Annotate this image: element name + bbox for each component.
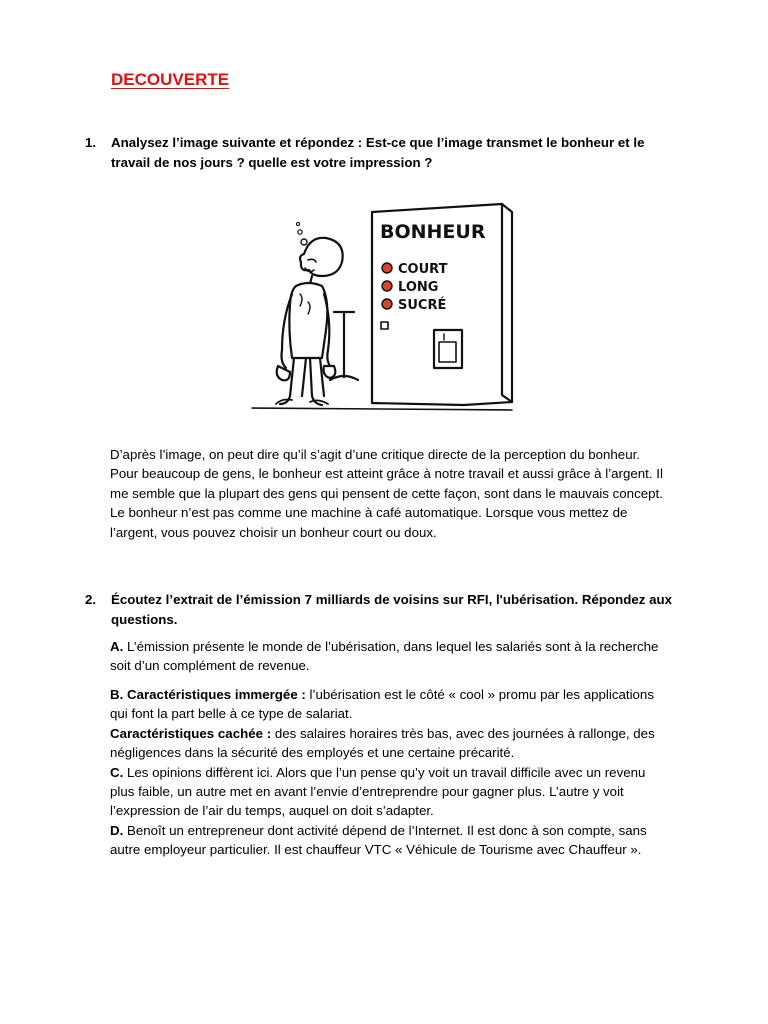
answer-c-label: C.: [110, 764, 124, 780]
answer-bcd-block: [110, 685, 670, 860]
question-1: [85, 133, 675, 173]
button-court-icon: [382, 263, 392, 273]
vending-machine: [372, 204, 512, 405]
option-court: COURT: [398, 262, 448, 277]
question-1-number: 1.: [85, 135, 97, 150]
answer-b2-label: Caractéristiques cachée :: [110, 725, 272, 741]
question-2-number: 2.: [85, 592, 97, 607]
machine-title: BONHEUR: [380, 221, 486, 243]
answer-b2-text: des salaires horaires très bas, avec des journées à rallonge, des négligences dans la sécurité des employés et une certaine précarité.: [110, 725, 655, 761]
man-figure: [276, 222, 343, 405]
section-heading: DECOUVERTE: [111, 70, 230, 89]
answer-d-text: Benoît un entrepreneur dont activité dépend de l’Internet. Il est donc à son compte, sans autre employeur particulier. Il est chauffeur VTC « Véhicule de Tourisme avec Chauffeur ».: [110, 822, 647, 858]
button-long-icon: [382, 281, 392, 291]
option-long: LONG: [398, 280, 439, 295]
answer-a-paragraph: [110, 637, 670, 676]
question-2: [85, 590, 675, 630]
answer-c-text: Les opinions diffèrent ici. Alors que l’un pense qu’y voit un travail difficile avec un revenu plus faible, un autre met en avant l’envie d’entreprendre pour gagner plus. L’autre y voit l’expression de l’air du temps, auquel on doit s’adapter.: [110, 764, 646, 819]
answer-a-label: A.: [110, 639, 124, 654]
option-sucre: SUCRÉ: [398, 298, 447, 313]
answer-1-paragraph: D’après l’image, on peut dire qu’il s’agit d’une critique directe de la perception du bonheur. Pour beaucoup de gens, le bonheur est atteint grâce à notre travail et aussi grâce à l’argent. Il me semble que la plupart des gens qui pensent de cette façon, sont dans le mauvais concept. Le bonheur n’est pas comme une machine à café automatique. Lorsque vous mettez de l’argent, vous pouvez choisir un bonheur court ou doux.: [110, 447, 663, 540]
question-2-text: Écoutez l’extrait de l’émission 7 milliards de voisins sur RFI, l'ubérisation. Répondez aux questions.: [111, 592, 673, 627]
answer-b-text: l’ubérisation est le côté « cool » promu par les applications qui font la part belle à ce type de salariat.: [110, 687, 654, 722]
answer-d-label: D.: [110, 822, 124, 838]
answer-a-text: L’émission présente le monde de l’ubérisation, dans lequel les salariés sont à la recherche soit d’un complément de revenue.: [110, 639, 659, 674]
happiness-vending-machine-cartoon: [212, 190, 542, 427]
question-1-text: Analysez l’image suivante et répondez : Est-ce que l’image transmet le bonheur et le travail de nos jours ? quelle est votre impression ?: [111, 135, 645, 170]
button-sucre-icon: [382, 299, 392, 309]
answer-b-label: B. Caractéristiques immergée :: [110, 687, 306, 702]
